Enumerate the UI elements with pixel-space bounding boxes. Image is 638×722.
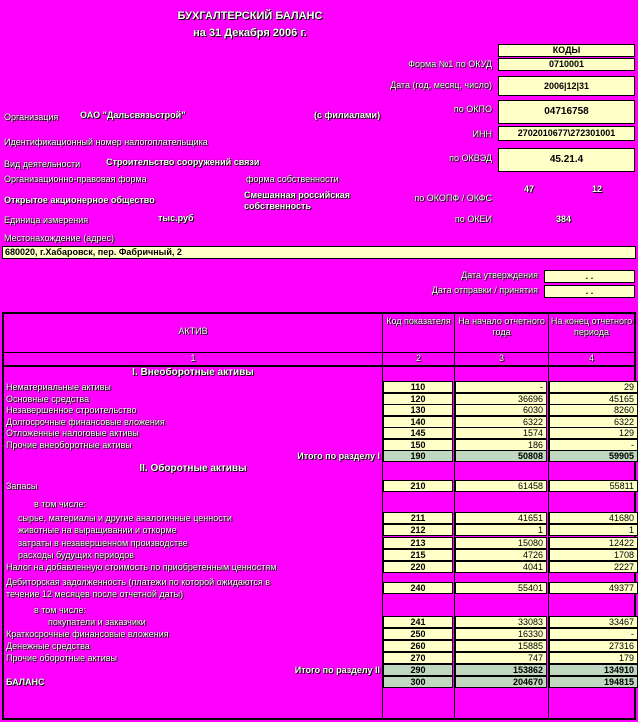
row-value-end: 49377 — [549, 582, 638, 594]
table-row — [4, 427, 634, 439]
row-value-end: - — [549, 439, 638, 451]
row-name: Основные средства — [6, 393, 90, 404]
page-subtitle: на 31 Декабря 2006 г. — [193, 27, 307, 39]
row-code: 250 — [383, 628, 453, 640]
col-num-1: 1 — [190, 353, 196, 363]
row-name: Нематериальные активы — [6, 382, 111, 392]
row-value-start: 15080 — [455, 537, 547, 549]
approve-value: . . — [544, 270, 635, 283]
row-code: 145 — [383, 427, 453, 439]
org-suffix: (с филиалами) — [314, 110, 381, 120]
row-code: 212 — [383, 524, 453, 536]
table-row — [4, 439, 634, 451]
org-label: Организация — [4, 112, 59, 122]
receivable-name-line1: Дебиторская задолженность (платежи по которой ожидаются в — [6, 576, 271, 587]
table-row — [4, 524, 634, 536]
col-num-4: 4 — [588, 353, 594, 363]
row-code: 213 — [383, 537, 453, 549]
col-start: На начало отчетного года — [458, 316, 545, 337]
row-value-start: 4726 — [455, 549, 547, 561]
form-label: Форма №1 по ОКУД — [408, 59, 492, 69]
row-name: затраты в незавершенном производстве — [18, 537, 188, 548]
row-value-start: - — [455, 381, 547, 393]
table-row — [4, 676, 634, 688]
col-num-2: 2 — [415, 353, 421, 363]
balance-table — [2, 312, 636, 720]
table-row — [4, 652, 634, 664]
location-value: 680020, г.Хабаровск, пер. Фабричный, 2 — [2, 246, 636, 259]
row-code: 140 — [383, 416, 453, 428]
okopf-code: 47 — [524, 184, 535, 194]
send-value: . . — [544, 285, 635, 298]
incl-label: в том числе: — [34, 604, 86, 615]
date-code: 2006|12|31 — [498, 76, 635, 96]
row-code: 120 — [383, 393, 453, 405]
row-value-end: 194815 — [549, 676, 638, 688]
row-name: Итого по разделу II — [294, 664, 380, 675]
row-value-start: 1574 — [455, 427, 547, 439]
row-value-end: 45165 — [549, 393, 638, 405]
row-value-end: 134910 — [549, 664, 638, 676]
row-name: расходы будущих периодов — [18, 549, 135, 560]
receivable-name-line2: течение 12 месяцев после отчетной даты) — [6, 588, 184, 599]
okpo-code: 04716758 — [498, 100, 635, 124]
send-label: Дата отправки / принятия — [431, 285, 538, 295]
inn-code: 2702010677\272301001 — [498, 126, 635, 141]
okei-label: по ОКЕИ — [454, 214, 492, 224]
row-value-end: 8260 — [549, 404, 638, 416]
okei-code: 384 — [556, 214, 572, 224]
row-value-start: 41651 — [455, 512, 547, 524]
row-value-end: 41680 — [549, 512, 638, 524]
row-value-end: 27316 — [549, 640, 638, 652]
row-name: Налог на добавленную стоимость по приобретенным ценностям — [6, 562, 277, 573]
inn-label: ИНН — [472, 129, 492, 139]
row-code: 240 — [383, 582, 453, 594]
row-value-end: - — [549, 628, 638, 640]
legal-form-label: Организационно-правовая форма — [4, 174, 147, 184]
table-row — [4, 616, 634, 628]
col-end: На конец отчетного периода — [550, 316, 633, 337]
row-value-start: 55401 — [455, 582, 547, 594]
row-value-end: 12422 — [549, 537, 638, 549]
row-value-start: 61458 — [455, 480, 547, 492]
activity-value: Строительство сооружений связи — [106, 157, 260, 167]
row-value-start: 16330 — [455, 628, 547, 640]
row-code: 270 — [383, 652, 453, 664]
col-num-3: 3 — [498, 353, 504, 363]
table-row — [4, 416, 634, 428]
okved-code: 45.21.4 — [498, 148, 635, 172]
date-label: Дата (год, месяц, число) — [390, 80, 492, 90]
row-code: 130 — [383, 404, 453, 416]
row-code: 210 — [383, 480, 453, 492]
row-code: 241 — [383, 616, 453, 628]
ownership-value: Смешанная российская собственность — [244, 190, 351, 211]
section-1-title: I. Внеоборотные активы — [132, 367, 254, 378]
row-name: покупатели и заказчики — [48, 616, 146, 627]
row-name: Незавершенное строительство — [6, 405, 137, 415]
row-name: Отложенные налоговые активы — [6, 428, 139, 438]
okpo-label: по ОКПО — [453, 104, 492, 114]
row-value-start: 204670 — [455, 676, 547, 688]
row-value-end: 2227 — [549, 561, 638, 573]
legal-form-value: Открытое акционерное общество — [4, 195, 155, 205]
row-value-start: 153862 — [455, 664, 547, 676]
row-name: Денежные средства — [6, 640, 90, 651]
row-value-start: 1 — [455, 524, 547, 536]
row-value-end: 1708 — [549, 549, 638, 561]
row-value-start: 6322 — [455, 416, 547, 428]
section-2-title: II. Оборотные активы — [139, 463, 247, 474]
row-code: 190 — [383, 450, 453, 462]
col-code: Код показателя — [386, 316, 451, 326]
unit-label: Единица измерения — [4, 215, 89, 225]
inn-text: Идентификационный номер налогоплательщика — [4, 137, 208, 147]
org-name: ОАО "Дальсвязьстрой" — [80, 110, 186, 120]
row-name: сырье, материалы и другие аналогичные ценности — [18, 513, 232, 523]
row-value-end: 6322 — [549, 416, 638, 428]
row-name: Краткосрочные финансовые вложения — [6, 628, 169, 639]
okfs-code: 12 — [592, 184, 603, 194]
row-code: 290 — [383, 664, 453, 676]
table-row — [4, 480, 634, 492]
row-value-end: 33467 — [549, 616, 638, 628]
location-label: Местонахождение (адрес) — [4, 233, 114, 243]
table-row — [4, 381, 634, 393]
row-value-start: 4041 — [455, 561, 547, 573]
row-name: Запасы — [6, 481, 38, 491]
table-row — [4, 512, 634, 524]
row-value-end: 59905 — [549, 450, 638, 462]
col-asset: АКТИВ — [178, 326, 208, 336]
row-name: Долгосрочные финансовые вложения — [6, 416, 165, 427]
row-code: 215 — [383, 549, 453, 561]
table-row — [4, 640, 634, 652]
row-value-start: 36696 — [455, 393, 547, 405]
okopf-label: по ОКОПФ / ОКФС — [414, 193, 492, 203]
table-row — [4, 450, 634, 462]
table-row — [4, 404, 634, 416]
row-name: Прочие внеоборотные активы — [6, 439, 132, 450]
row-code: 150 — [383, 439, 453, 451]
table-row — [4, 549, 634, 561]
row-name: Итого по разделу I — [297, 451, 380, 461]
row-code: 220 — [383, 561, 453, 573]
row-name: животные на выращивании и откорме — [18, 525, 177, 536]
table-row — [4, 537, 634, 549]
row-value-start: 186 — [455, 439, 547, 451]
row-value-end: 55811 — [549, 480, 638, 492]
row-value-end: 1 — [549, 524, 638, 536]
unit-value: тыс.руб — [158, 213, 194, 223]
row-value-start: 747 — [455, 652, 547, 664]
row-value-end: 129 — [549, 427, 638, 439]
codes-header: КОДЫ — [498, 44, 635, 57]
row-value-start: 15885 — [455, 640, 547, 652]
ownership-label: форма собственности — [246, 174, 339, 184]
form-code: 0710001 — [498, 58, 635, 71]
table-row — [4, 582, 634, 594]
row-name: БАЛАНС — [6, 676, 45, 687]
okopf-block — [498, 174, 635, 206]
table-row — [4, 628, 634, 640]
approve-label: Дата утверждения — [461, 270, 538, 280]
row-code: 110 — [383, 381, 453, 393]
table-row — [4, 664, 634, 676]
row-name: Прочие оборотные активы — [6, 652, 117, 663]
row-value-end: 179 — [549, 652, 638, 664]
row-value-start: 50808 — [455, 450, 547, 462]
okved-label: по ОКВЭД — [449, 153, 492, 163]
activity-label: Вид деятельности — [4, 159, 81, 169]
row-value-start: 6030 — [455, 404, 547, 416]
row-value-start: 33083 — [455, 616, 547, 628]
row-code: 211 — [383, 512, 453, 524]
page-title: БУХГАЛТЕРСКИЙ БАЛАНС — [177, 10, 323, 22]
table-row — [4, 393, 634, 405]
table-row — [4, 561, 634, 573]
row-code: 300 — [383, 676, 453, 688]
row-code: 260 — [383, 640, 453, 652]
row-value-end: 29 — [549, 381, 638, 393]
incl-label: в том числе: — [34, 499, 86, 509]
